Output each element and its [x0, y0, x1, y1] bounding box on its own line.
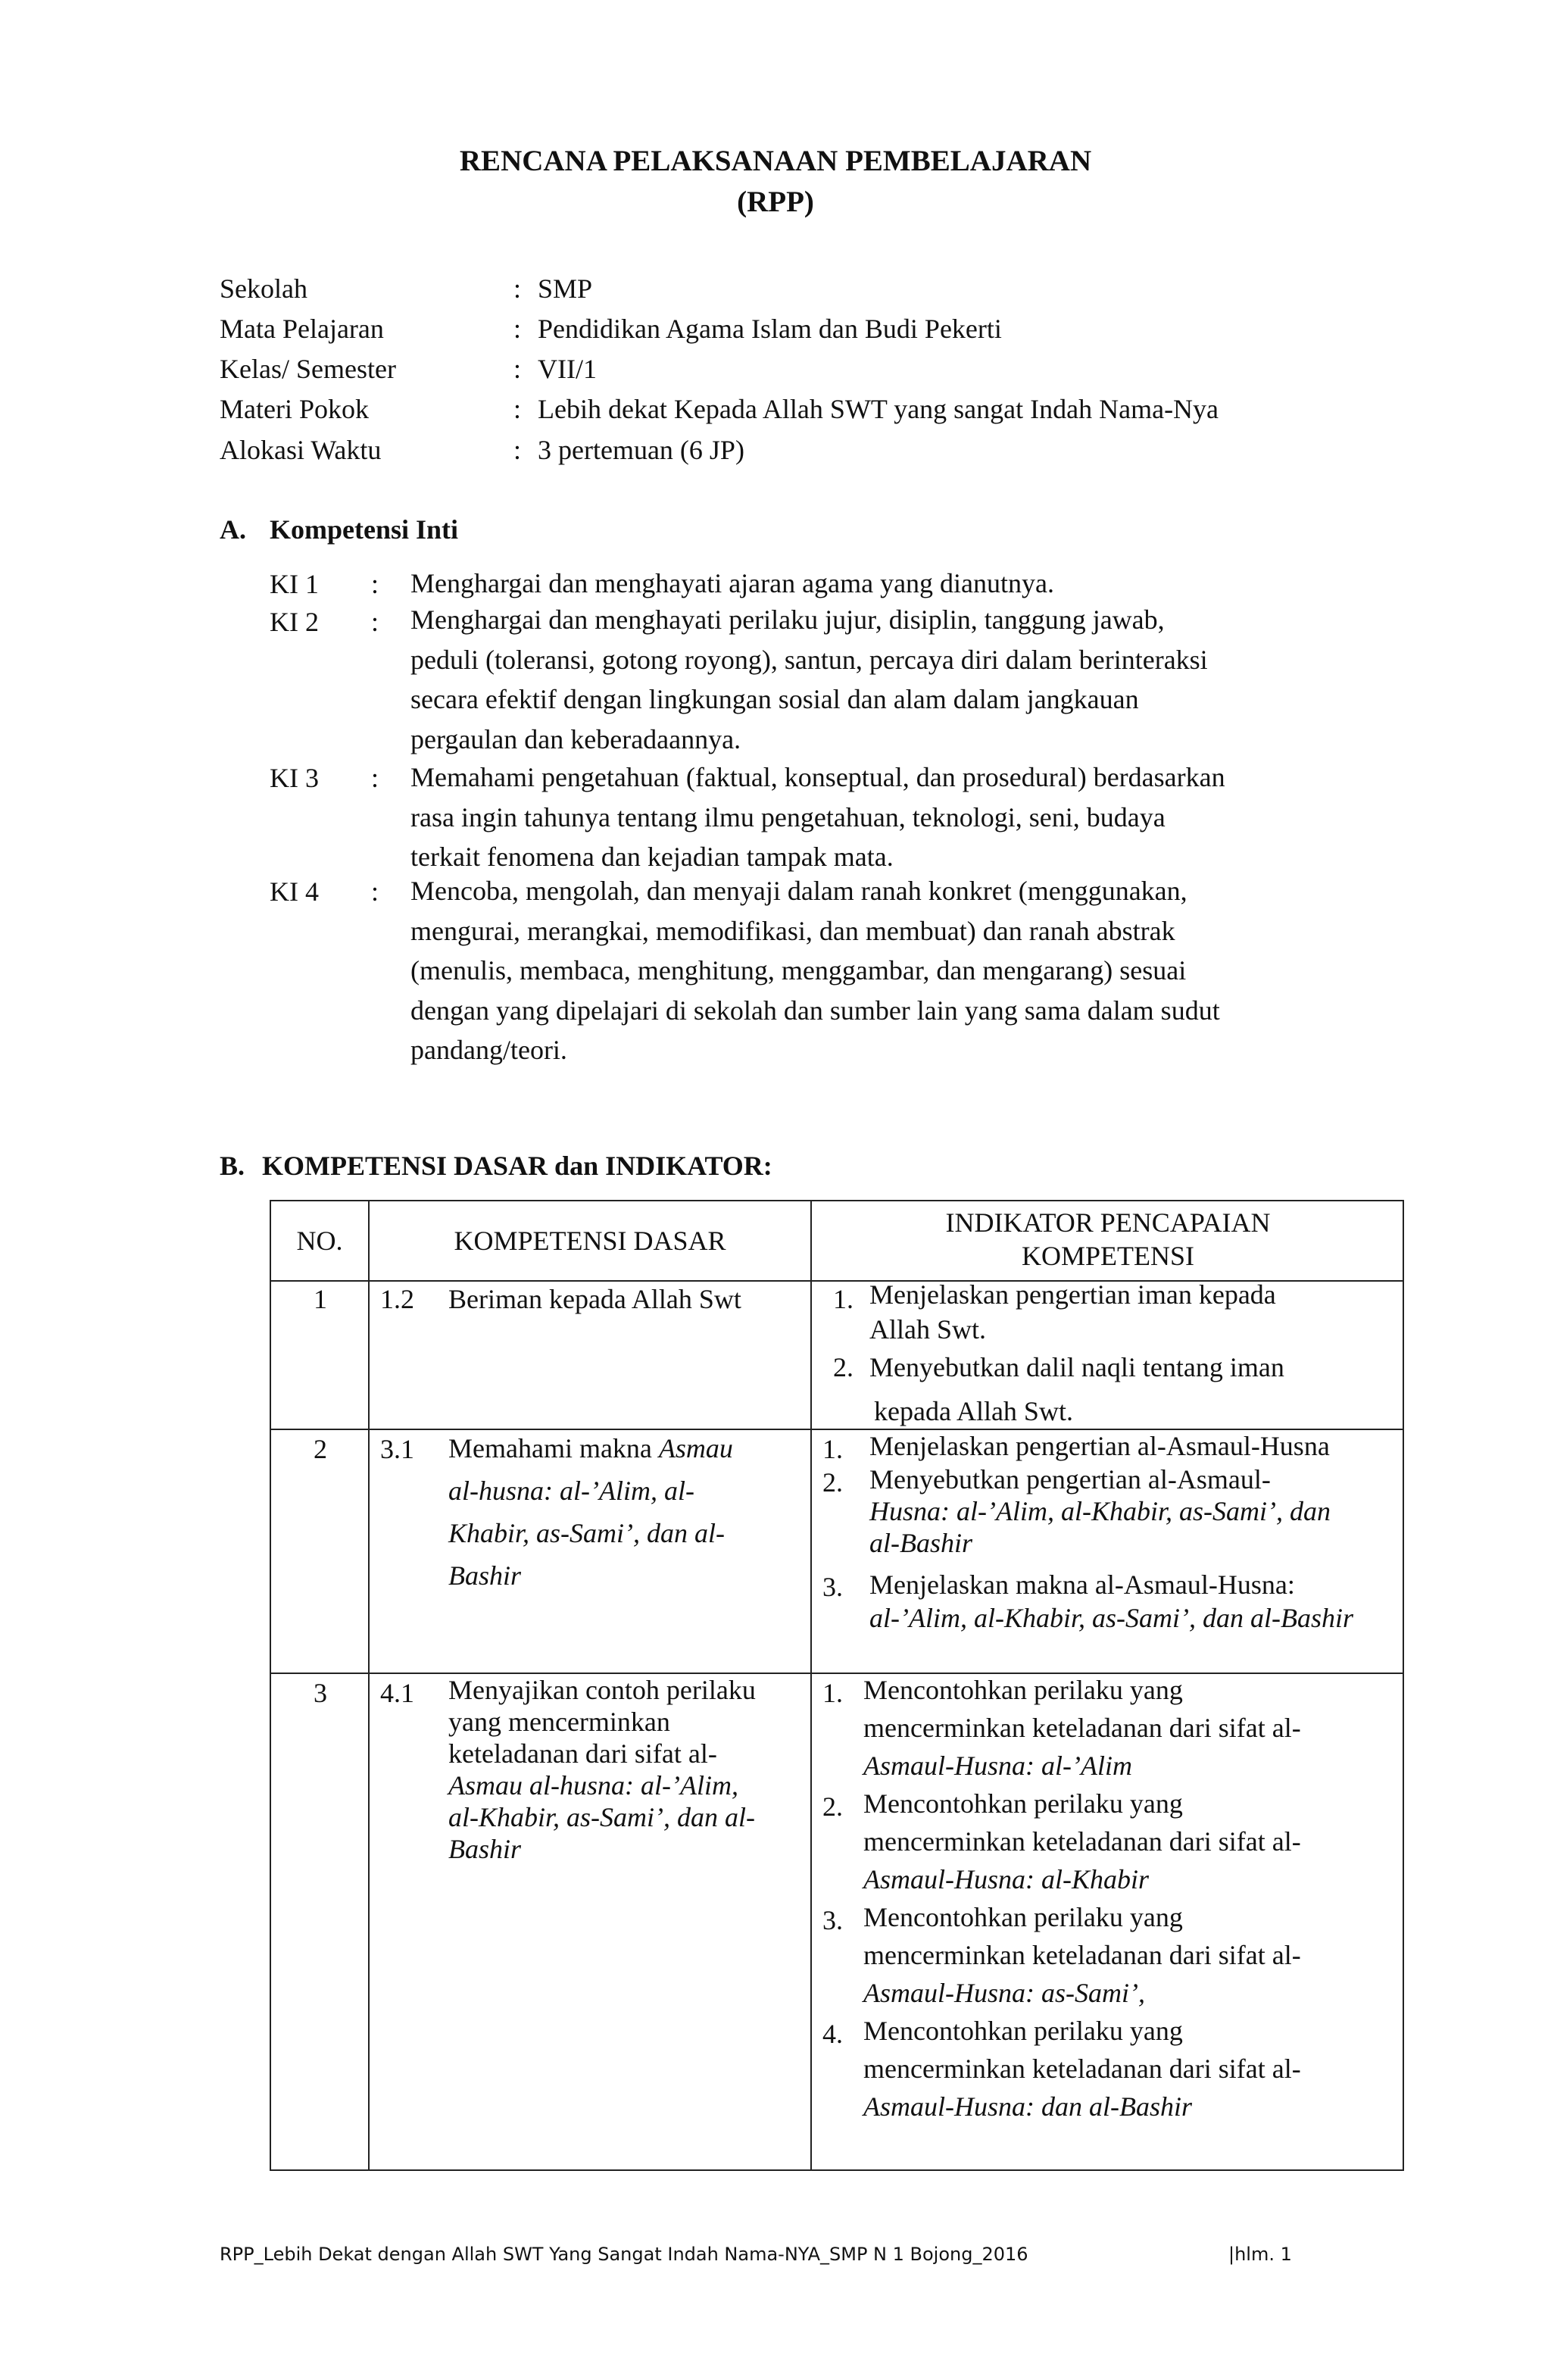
indicator-number: 1. — [822, 1434, 843, 1464]
indicator-number: 3. — [822, 1572, 843, 1602]
indicator-text: Mencontohkan perilaku yang mencerminkan keteladanan dari sifat al- Asmaul-Husna: as-Sami’, — [863, 1902, 1301, 2008]
section-a-letter: A. — [220, 514, 246, 545]
indicator-number: 1. — [833, 1284, 854, 1314]
row-number: 1 — [314, 1284, 327, 1314]
ki-colon: : — [371, 763, 379, 793]
header-no: NO. — [296, 1226, 343, 1256]
indicator-text — [869, 1427, 1400, 1465]
indicator-text: Mencontohkan perilaku yang mencerminkan keteladanan dari sifat al- Asmaul-Husna: al-Khabir — [863, 1788, 1301, 1894]
header-kd: KOMPETENSI DASAR — [454, 1226, 726, 1256]
footer-text: RPP_Lebih Dekat dengan Allah SWT Yang Sangat Indah Nama-NYA_SMP N 1 Bojong_2016 — [220, 2244, 1028, 2265]
indicator-number: 1. — [822, 1678, 843, 1708]
ki-label: KI 2 — [270, 607, 319, 637]
ki-colon: : — [371, 876, 379, 907]
footer-page-number: |hlm. 1 — [1228, 2244, 1292, 2265]
section-a-title: Kompetensi Inti — [270, 514, 459, 545]
kd-code: 3.1 — [380, 1434, 414, 1464]
indicator-number: 3. — [822, 1905, 843, 1935]
ki-label: KI 4 — [270, 876, 319, 907]
ki-text: Memahami pengetahuan (faktual, konseptual, dan prosedural) berdasarkan rasa ingin tahunya tentang ilmu pengetahuan, teknologi, seni, budaya terkait fenomena dan kejadian tampak mata. — [410, 762, 1225, 872]
indicator-text: Menyebutkan pengertian al-Asmaul- Husna: al-’Alim, al-Khabir, as-Sami’, dan al-Bashir — [869, 1464, 1331, 1558]
table-divider — [810, 1201, 812, 2169]
indicator-number: 2. — [822, 1467, 843, 1498]
competency-table — [270, 1200, 1404, 2171]
kd-code: 1.2 — [380, 1284, 414, 1314]
identity-label: Sekolah — [220, 273, 307, 304]
kd-text: Memahami makna Asmau al-husna: al-’Alim, al- Khabir, as-Sami’, dan al- Bashir — [448, 1433, 733, 1591]
identity-value: Lebih dekat Kepada Allah SWT yang sangat Indah Nama-Nya — [538, 394, 1219, 424]
row-number: 3 — [314, 1678, 327, 1708]
identity-label: Mata Pelajaran — [220, 314, 384, 344]
document-subtitle: (RPP) — [737, 186, 814, 218]
indicator-text: Menjelaskan makna al-Asmaul-Husna: al-’Alim, al-Khabir, as-Sami’, dan al-Bashir — [869, 1569, 1353, 1633]
ki-colon: : — [371, 607, 379, 637]
indicator-text: Mencontohkan perilaku yang mencerminkan keteladanan dari sifat al- Asmaul-Husna: al-’Alim — [863, 1675, 1301, 1781]
indicator-number: 2. — [833, 1352, 854, 1382]
identity-colon: : — [513, 394, 522, 424]
identity-label: Kelas/ Semester — [220, 354, 396, 384]
identity-value: SMP — [538, 273, 593, 304]
identity-colon: : — [513, 273, 522, 304]
identity-colon: : — [513, 314, 522, 344]
identity-value: Pendidikan Agama Islam dan Budi Pekerti — [538, 314, 1002, 344]
identity-value: 3 pertemuan (6 JP) — [538, 435, 744, 465]
ki-colon: : — [371, 569, 379, 599]
identity-label: Materi Pokok — [220, 394, 369, 424]
kd-code: 4.1 — [380, 1678, 414, 1708]
indicator-number: 4. — [822, 2019, 843, 2049]
header-indicator: INDIKATOR PENCAPAIAN KOMPETENSI — [945, 1207, 1271, 1271]
ki-label: KI 3 — [270, 763, 319, 793]
kd-text: Menyajikan contoh perilaku yang mencerminkan keteladanan dari sifat al- Asmau al-husna: al-’Alim, al-Khabir, as-Sami’, dan al- Bashir — [448, 1675, 756, 1864]
section-b-title: KOMPETENSI DASAR dan INDIKATOR: — [262, 1151, 772, 1181]
table-divider — [368, 1201, 370, 2169]
row-number: 2 — [314, 1434, 327, 1464]
identity-value: VII/1 — [538, 354, 597, 384]
ki-text: Menghargai dan menghayati perilaku jujur, disiplin, tanggung jawab, peduli (toleransi, gotong royong), santun, percaya diri dalam berinteraksi secara efektif dengan lingkungan sosial dan alam dalam jangkauan pergaulan dan keberadaannya. — [410, 604, 1208, 754]
identity-colon: : — [513, 435, 522, 465]
ki-text: Mencoba, mengolah, dan menyaji dalam ranah konkret (menggunakan, mengurai, merangkai, memodifikasi, dan membuat) dan ranah abstrak (menulis, membaca, menghitung, menggambar, dan mengarang) sesuai dengan yang dipelajari di sekolah dan sumber lain yang sama dalam sudut pandang/teori. — [410, 876, 1220, 1065]
kd-text: Beriman kepada Allah Swt — [448, 1284, 741, 1314]
document-title: RENCANA PELAKSANAAN PEMBELAJARAN — [459, 145, 1092, 177]
ki-text: Menghargai dan menghayati ajaran agama yang dianutnya. — [410, 568, 1055, 598]
indicator-text: Mencontohkan perilaku yang mencerminkan keteladanan dari sifat al- Asmaul-Husna: dan al-Bashir — [863, 2016, 1301, 2122]
indicator-number: 2. — [822, 1791, 843, 1822]
indicator-line: Menjelaskan pengertian al-Asmaul-Husna — [869, 1431, 1330, 1461]
ki-label: KI 1 — [270, 569, 319, 599]
identity-colon: : — [513, 354, 522, 384]
section-b-letter: B. — [220, 1151, 245, 1181]
identity-label: Alokasi Waktu — [220, 435, 382, 465]
indicator-text: Menyebutkan dalil naqli tentang iman kepada Allah Swt. — [869, 1352, 1284, 1426]
indicator-text: Menjelaskan pengertian iman kepada Allah Swt. — [869, 1279, 1276, 1345]
